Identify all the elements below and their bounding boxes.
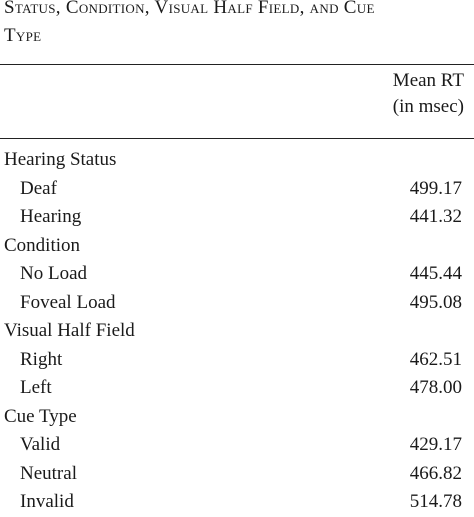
- table-row: [0, 203, 474, 232]
- row-value: 441.32: [409, 206, 462, 227]
- row-label: Foveal Load: [20, 291, 116, 313]
- caption-line-1: Status, Condition, Visual Half Field, and Cue: [4, 0, 375, 18]
- column-header-mean-rt: [393, 68, 464, 120]
- row-label: Invalid: [20, 491, 74, 512]
- top-rule: [0, 64, 474, 65]
- row-value: 478.00: [409, 377, 462, 398]
- group-label: Cue Type: [4, 405, 77, 427]
- group-row-cue-type: [0, 403, 474, 432]
- header-rule: [0, 138, 474, 139]
- row-value: 499.17: [409, 177, 462, 199]
- row-value: 462.51: [409, 348, 462, 370]
- table-row: [0, 289, 474, 318]
- row-value: 445.44: [409, 263, 462, 284]
- group-label: Condition: [4, 234, 81, 256]
- row-label: Deaf: [20, 177, 57, 199]
- row-label: No Load: [20, 263, 88, 284]
- table-row: [0, 175, 474, 204]
- group-label: Hearing Status: [4, 149, 117, 170]
- table-body: [0, 146, 474, 517]
- group-label: Visual Half Field: [4, 320, 135, 341]
- row-value: 514.78: [409, 491, 462, 512]
- row-label: Hearing: [20, 206, 82, 227]
- column-header-line-2: (in msec): [392, 96, 464, 117]
- group-row-hearing-status: [0, 146, 474, 175]
- row-label: Right: [20, 348, 63, 370]
- row-value: 429.17: [409, 434, 462, 455]
- table-row: [0, 431, 474, 460]
- table-caption: [4, 0, 474, 50]
- row-value: 495.08: [409, 291, 462, 313]
- table-row: [0, 374, 474, 403]
- row-label: Neutral: [20, 462, 77, 484]
- table-row: [0, 460, 474, 489]
- table-row: [0, 346, 474, 375]
- table-row: [0, 488, 474, 517]
- group-row-condition: [0, 232, 474, 261]
- group-row-visual-half-field: [0, 317, 474, 346]
- row-label: Valid: [20, 434, 61, 455]
- column-header-line-1: Mean RT: [392, 70, 464, 91]
- row-value: 466.82: [409, 462, 462, 484]
- row-label: Left: [20, 377, 52, 398]
- caption-line-2: Type: [4, 25, 42, 46]
- table-row: [0, 260, 474, 289]
